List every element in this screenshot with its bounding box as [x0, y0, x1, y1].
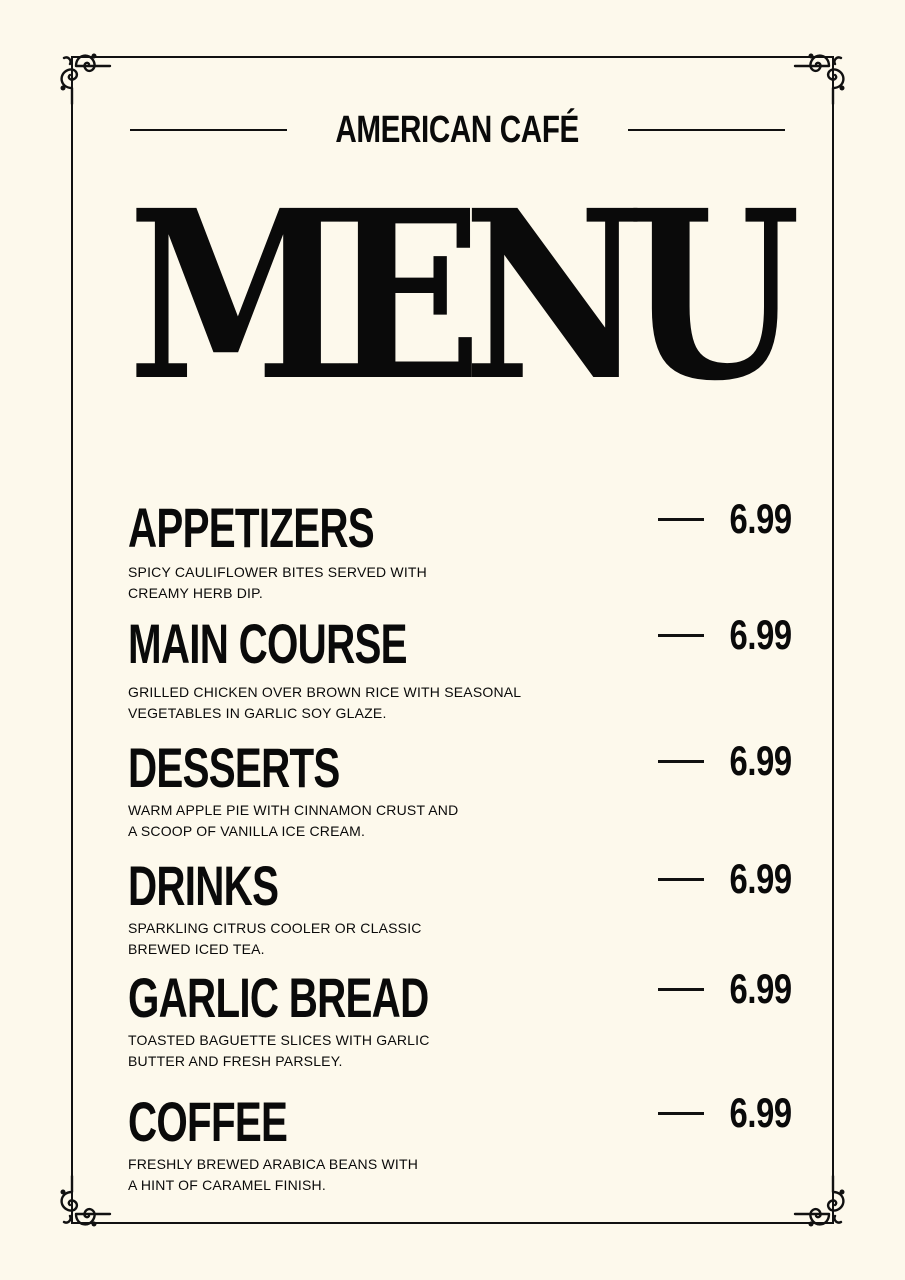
item-description-line: BREWED ICED TEA. [128, 941, 265, 957]
item-name: DRINKS [128, 854, 279, 917]
item-price: 6.99 [729, 495, 792, 542]
item-name: COFFEE [128, 1090, 288, 1153]
price-dash [658, 878, 704, 881]
item-price: 6.99 [729, 611, 792, 658]
item-price: 6.99 [729, 855, 792, 902]
item-description-line: WARM APPLE PIE WITH CINNAMON CRUST AND [128, 802, 459, 818]
corner-flourish-icon [54, 1170, 116, 1232]
item-price: 6.99 [729, 1089, 792, 1136]
price-dash [658, 988, 704, 991]
menu-item [128, 965, 792, 1072]
item-name: APPETIZERS [128, 496, 374, 559]
item-description [128, 1030, 508, 1072]
item-description-line: SPARKLING CITRUS COOLER OR CLASSIC [128, 920, 422, 936]
price-dash [658, 760, 704, 763]
item-description [128, 1154, 508, 1196]
header-rule-left [130, 129, 287, 131]
item-price-group [658, 737, 792, 784]
item-description-line: BUTTER AND FRESH PARSLEY. [128, 1053, 343, 1069]
price-dash [658, 1112, 704, 1115]
item-description-line: A HINT OF CARAMEL FINISH. [128, 1177, 326, 1193]
menu-item [128, 495, 792, 604]
corner-flourish-icon [789, 1170, 851, 1232]
menu-item [128, 611, 792, 724]
brand-header [130, 108, 785, 152]
item-price-group [658, 611, 792, 658]
item-description [128, 682, 528, 724]
page-title: MENU [128, 159, 782, 432]
item-description-line: CREAMY HERB DIP. [128, 585, 263, 601]
item-description-line: VEGETABLES IN GARLIC SOY GLAZE. [128, 705, 387, 721]
price-dash [658, 518, 704, 521]
item-price-group [658, 495, 792, 542]
item-name: MAIN COURSE [128, 612, 407, 675]
item-description-line: GRILLED CHICKEN OVER BROWN RICE WITH SEASONAL [128, 684, 522, 700]
corner-flourish-icon [54, 48, 116, 110]
menu-item [128, 736, 792, 842]
corner-flourish-icon [789, 48, 851, 110]
item-description [128, 562, 508, 604]
item-name: DESSERTS [128, 736, 340, 799]
item-price: 6.99 [729, 737, 792, 784]
item-description-line: A SCOOP OF VANILLA ICE CREAM. [128, 823, 366, 839]
item-price: 6.99 [729, 965, 792, 1012]
item-description [128, 800, 508, 842]
item-description-line: FRESHLY BREWED ARABICA BEANS WITH [128, 1156, 419, 1172]
item-description [128, 918, 508, 960]
price-dash [658, 634, 704, 637]
menu-item [128, 854, 792, 960]
item-description-line: TOASTED BAGUETTE SLICES WITH GARLIC [128, 1032, 430, 1048]
item-description-line: SPICY CAULIFLOWER BITES SERVED WITH [128, 564, 427, 580]
menu-item [128, 1089, 792, 1196]
item-price-group [658, 1089, 792, 1136]
brand-name: AMERICAN CAFÉ [335, 109, 580, 151]
item-price-group [658, 855, 792, 902]
item-name: GARLIC BREAD [128, 966, 429, 1029]
item-price-group [658, 965, 792, 1012]
header-rule-right [628, 129, 785, 131]
